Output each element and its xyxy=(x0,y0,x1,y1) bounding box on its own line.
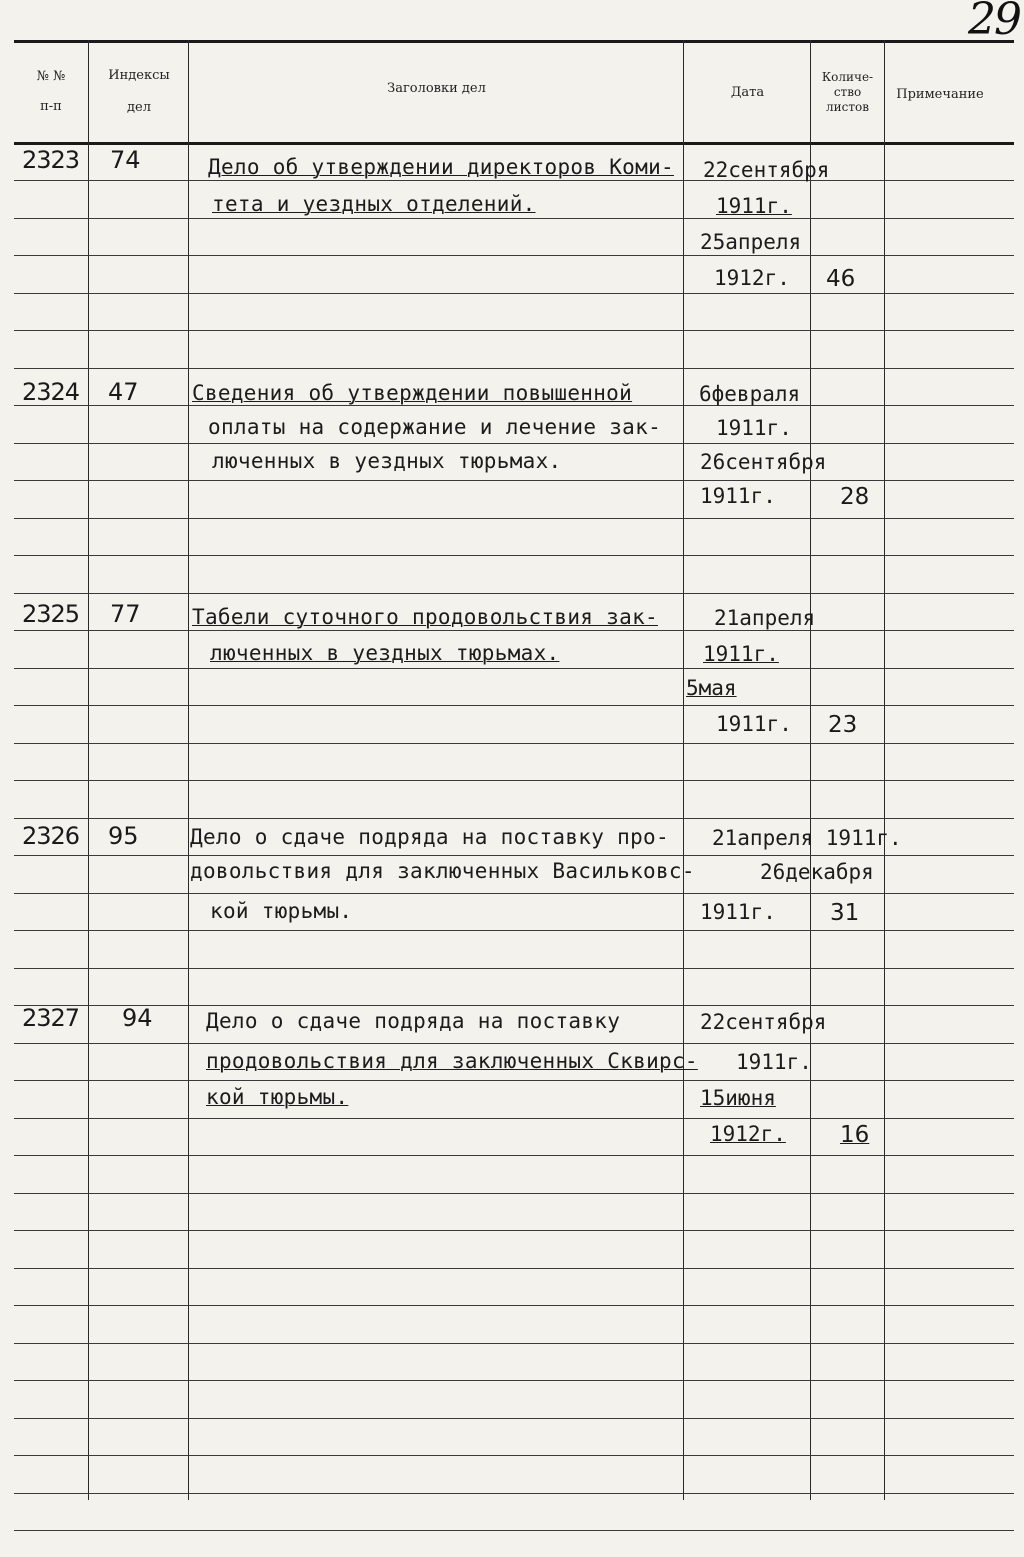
record-date: 1911г. xyxy=(716,194,792,218)
ruled-line xyxy=(14,668,1014,669)
ruled-line xyxy=(14,218,1014,219)
ruled-line xyxy=(14,1493,1014,1494)
table-header-rule xyxy=(14,142,1014,145)
ruled-line xyxy=(14,1005,1014,1006)
record-date: 21апреля 1911г. xyxy=(712,826,902,850)
ruled-line xyxy=(14,1380,1014,1381)
ruled-line xyxy=(14,443,1014,444)
header-title: Заголовки дел xyxy=(387,81,486,96)
record-date: 26сентября xyxy=(700,450,827,474)
ruled-line xyxy=(14,593,1014,594)
ruled-line xyxy=(14,1043,1014,1044)
record-date: 1911г. xyxy=(700,900,776,924)
record-number: 2327 xyxy=(22,1004,80,1032)
header-note: Примечание xyxy=(896,87,984,102)
record-number: 2325 xyxy=(22,600,80,628)
column-rule xyxy=(810,40,811,1500)
ruled-line xyxy=(14,330,1014,331)
ruled-line xyxy=(14,368,1014,369)
ruled-line xyxy=(14,1155,1014,1156)
record-count: 23 xyxy=(828,712,858,738)
table-top-rule xyxy=(14,40,1014,43)
ruled-line xyxy=(14,555,1014,556)
record-date: 1911г. xyxy=(716,712,792,736)
ruled-line xyxy=(14,780,1014,781)
record-title-line: продовольствия для заключенных Сквирс- xyxy=(206,1049,698,1073)
record-count: 28 xyxy=(840,484,870,510)
record-title-line: Дело о сдаче подряда на поставку xyxy=(206,1009,621,1033)
record-date: 1912г. xyxy=(710,1122,786,1146)
ruled-line xyxy=(14,743,1014,744)
record-number: 2323 xyxy=(22,146,80,174)
ruled-line xyxy=(14,893,1014,894)
column-rule xyxy=(683,40,684,1500)
ruled-line xyxy=(14,818,1014,819)
ruled-line xyxy=(14,255,1014,256)
ruled-line xyxy=(14,293,1014,294)
record-index: 74 xyxy=(110,146,141,174)
record-date: 1911г. xyxy=(736,1050,812,1074)
record-index: 95 xyxy=(108,822,139,850)
ruled-line xyxy=(14,518,1014,519)
record-date: 26декабря xyxy=(760,860,874,884)
record-date: 22сентября xyxy=(703,158,830,182)
record-index: 47 xyxy=(108,378,139,406)
record-title-line: Дело о сдаче подряда на поставку про- xyxy=(190,825,669,849)
record-title-line: тета и уездных отделений. xyxy=(212,192,536,216)
record-date: 1911г. xyxy=(716,416,792,440)
column-rule xyxy=(188,40,189,1500)
header-count: Количе- ство листов xyxy=(821,70,874,114)
ruled-line xyxy=(14,630,1014,631)
record-date: 21апреля xyxy=(714,606,816,630)
record-date: 6февраля xyxy=(699,382,801,406)
ruled-line xyxy=(14,705,1014,706)
ruled-line xyxy=(14,930,1014,931)
record-date: 25апреля xyxy=(700,230,802,254)
ruled-line xyxy=(14,180,1014,181)
column-rule xyxy=(88,40,89,1500)
ruled-line xyxy=(14,1268,1014,1269)
header-index: Индексы дел xyxy=(108,68,170,115)
header-number: № № п-п xyxy=(36,69,66,114)
header-date: Дата xyxy=(730,85,765,100)
record-date: 5мая xyxy=(686,676,737,700)
record-number: 2326 xyxy=(22,822,80,850)
record-title-line: довольствия для заключенных Васильковс- xyxy=(190,859,695,883)
record-index: 77 xyxy=(110,600,141,628)
ruled-line xyxy=(14,1530,1014,1531)
record-title-line: кой тюрьмы. xyxy=(206,1085,349,1109)
ruled-line xyxy=(14,1080,1014,1081)
ruled-line xyxy=(14,1343,1014,1344)
record-date: 15июня xyxy=(700,1086,776,1110)
ruled-line xyxy=(14,1118,1014,1119)
record-date: 22сентября xyxy=(700,1010,827,1034)
record-title-line: Табели суточного продовольствия зак- xyxy=(192,605,658,629)
column-rule xyxy=(884,40,885,1500)
record-date: 1911г. xyxy=(700,484,776,508)
record-title-line: Дело об утверждении директоров Коми- xyxy=(208,155,674,179)
ruled-line xyxy=(14,968,1014,969)
record-date: 1912г. xyxy=(714,266,790,290)
record-index: 94 xyxy=(122,1004,153,1032)
ruled-line xyxy=(14,1230,1014,1231)
record-title-line: люченных в уездных тюрьмах. xyxy=(210,641,560,665)
ruled-line xyxy=(14,1193,1014,1194)
sheet-number: 29 xyxy=(968,0,1020,45)
record-title-line: люченных в уездных тюрьмах. xyxy=(212,449,562,473)
record-count: 16 xyxy=(840,1122,870,1148)
ruled-line xyxy=(14,855,1014,856)
record-count: 31 xyxy=(830,900,860,926)
record-number: 2324 xyxy=(22,378,80,406)
ruled-line xyxy=(14,1455,1014,1456)
ruled-line xyxy=(14,480,1014,481)
record-date: 1911г. xyxy=(703,642,779,666)
record-title-line: кой тюрьмы. xyxy=(210,899,353,923)
record-title-line: оплаты на содержание и лечение зак- xyxy=(208,415,662,439)
record-title-line: Сведения об утверждении повышенной xyxy=(192,381,633,405)
ruled-line xyxy=(14,1305,1014,1306)
ruled-line xyxy=(14,1418,1014,1419)
record-count: 46 xyxy=(826,266,856,292)
